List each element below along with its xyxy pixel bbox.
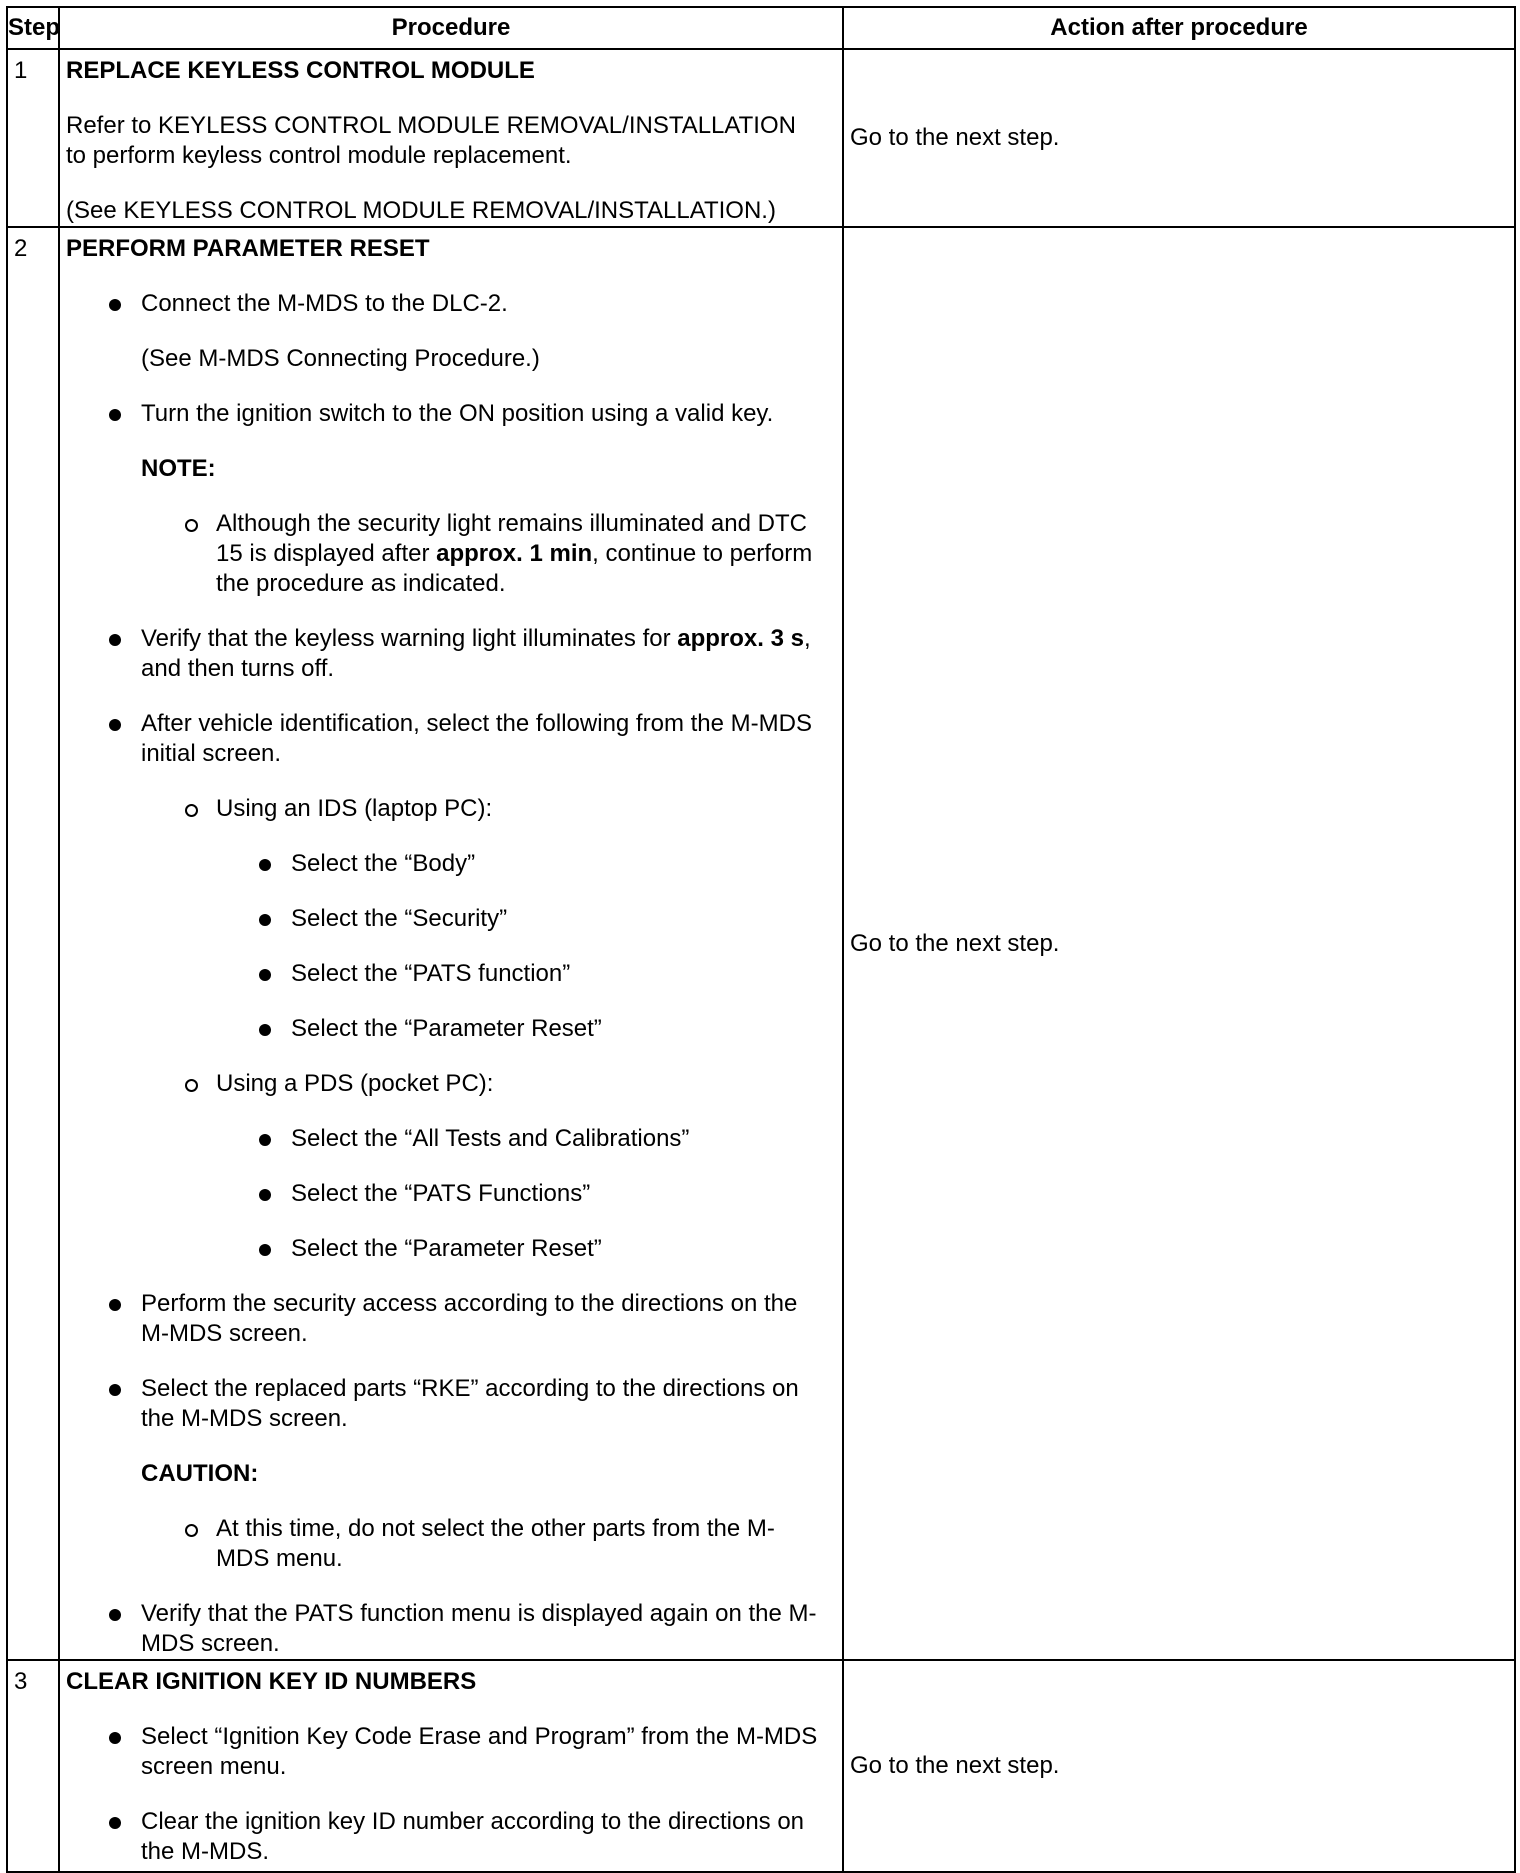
- procedure-cell: [59, 1660, 843, 1872]
- table-row: [7, 1660, 1515, 1872]
- list-item: Select the replaced parts “RKE” according to the directions on the M-MDS screen.: [66, 1374, 818, 1434]
- list-item: Select the “PATS Functions”: [66, 1179, 818, 1209]
- list-item: Using an IDS (laptop PC):: [66, 794, 818, 824]
- table-row: [7, 227, 1515, 1660]
- bullet-icon: [109, 634, 121, 646]
- step-number: 2: [7, 227, 59, 1660]
- list-item: Using a PDS (pocket PC):: [66, 1069, 818, 1099]
- list-item: Connect the M-MDS to the DLC-2.: [66, 289, 818, 319]
- bullet-icon: [259, 969, 271, 981]
- list-item: After vehicle identification, select the following from the M-MDS initial screen.: [66, 709, 818, 769]
- bullet-icon: [109, 719, 121, 731]
- paragraph: Refer to KEYLESS CONTROL MODULE REMOVAL/INSTALLATION to perform keyless control module replacement.: [66, 112, 796, 169]
- list-item: Select the “Security”: [66, 904, 818, 934]
- header-row: [7, 7, 1515, 49]
- step-title: CLEAR IGNITION KEY ID NUMBERS: [66, 1668, 477, 1695]
- list-item: Select the “Parameter Reset”: [66, 1234, 818, 1264]
- bullet-icon: [259, 914, 271, 926]
- list-item: Select the “All Tests and Calibrations”: [66, 1124, 818, 1154]
- action-cell: Go to the next step.: [843, 227, 1515, 1660]
- list-item: Verify that the PATS function menu is displayed again on the M-MDS screen.: [66, 1599, 818, 1659]
- bullet-icon: [109, 1609, 121, 1621]
- step-title: PERFORM PARAMETER RESET: [66, 235, 430, 262]
- procedure-cell: [59, 49, 843, 227]
- action-cell: Go to the next step.: [843, 49, 1515, 227]
- list-item: At this time, do not select the other parts from the M-MDS menu.: [66, 1514, 818, 1574]
- list-item: Select the “PATS function”: [66, 959, 818, 989]
- bullet-icon: [109, 299, 121, 311]
- list-item: Perform the security access according to the directions on the M-MDS screen.: [66, 1289, 818, 1349]
- circle-bullet-icon: [185, 804, 198, 817]
- reference-paragraph: (See KEYLESS CONTROL MODULE REMOVAL/INSTALLATION.): [66, 197, 776, 224]
- note-label: NOTE:: [141, 455, 216, 482]
- caution-label: CAUTION:: [141, 1460, 259, 1487]
- list-item: Select the “Parameter Reset”: [66, 1014, 818, 1044]
- list-item: Select the “Body”: [66, 849, 818, 879]
- bullet-icon: [259, 1134, 271, 1146]
- list-item: Clear the ignition key ID number according to the directions on the M-MDS.: [66, 1807, 818, 1867]
- circle-bullet-icon: [185, 1524, 198, 1537]
- bullet-icon: [109, 1299, 121, 1311]
- action-cell: Go to the next step.: [843, 1660, 1515, 1872]
- bullet-icon: [109, 1732, 121, 1744]
- circle-bullet-icon: [185, 1079, 198, 1092]
- bullet-icon: [259, 1244, 271, 1256]
- bullet-icon: [259, 859, 271, 871]
- bullet-icon: [259, 1189, 271, 1201]
- table-row: [7, 49, 1515, 227]
- reference-paragraph: (See M-MDS Connecting Procedure.): [141, 345, 540, 372]
- header-action: Action after procedure: [843, 7, 1515, 49]
- header-step: Step: [7, 7, 59, 49]
- list-item: Although the security light remains illuminated and DTC 15 is displayed after approx. 1 min, continue to perform the procedure as indicated.: [66, 509, 818, 599]
- header-procedure: Procedure: [59, 7, 843, 49]
- procedure-table: [6, 6, 1516, 1873]
- step-number: 1: [7, 49, 59, 227]
- list-item: Select “Ignition Key Code Erase and Program” from the M-MDS screen menu.: [66, 1722, 818, 1782]
- list-item: Turn the ignition switch to the ON position using a valid key.: [66, 399, 818, 429]
- circle-bullet-icon: [185, 519, 198, 532]
- bullet-icon: [109, 1817, 121, 1829]
- step-number: 3: [7, 1660, 59, 1872]
- bullet-icon: [259, 1024, 271, 1036]
- bullet-icon: [109, 409, 121, 421]
- bold-value: approx. 1 min: [436, 540, 593, 567]
- step-title: REPLACE KEYLESS CONTROL MODULE: [66, 57, 535, 84]
- list-item: Verify that the keyless warning light illuminates for approx. 3 s, and then turns off.: [66, 624, 818, 684]
- procedure-cell: [59, 227, 843, 1660]
- bold-value: approx. 3 s: [677, 625, 804, 652]
- bullet-icon: [109, 1384, 121, 1396]
